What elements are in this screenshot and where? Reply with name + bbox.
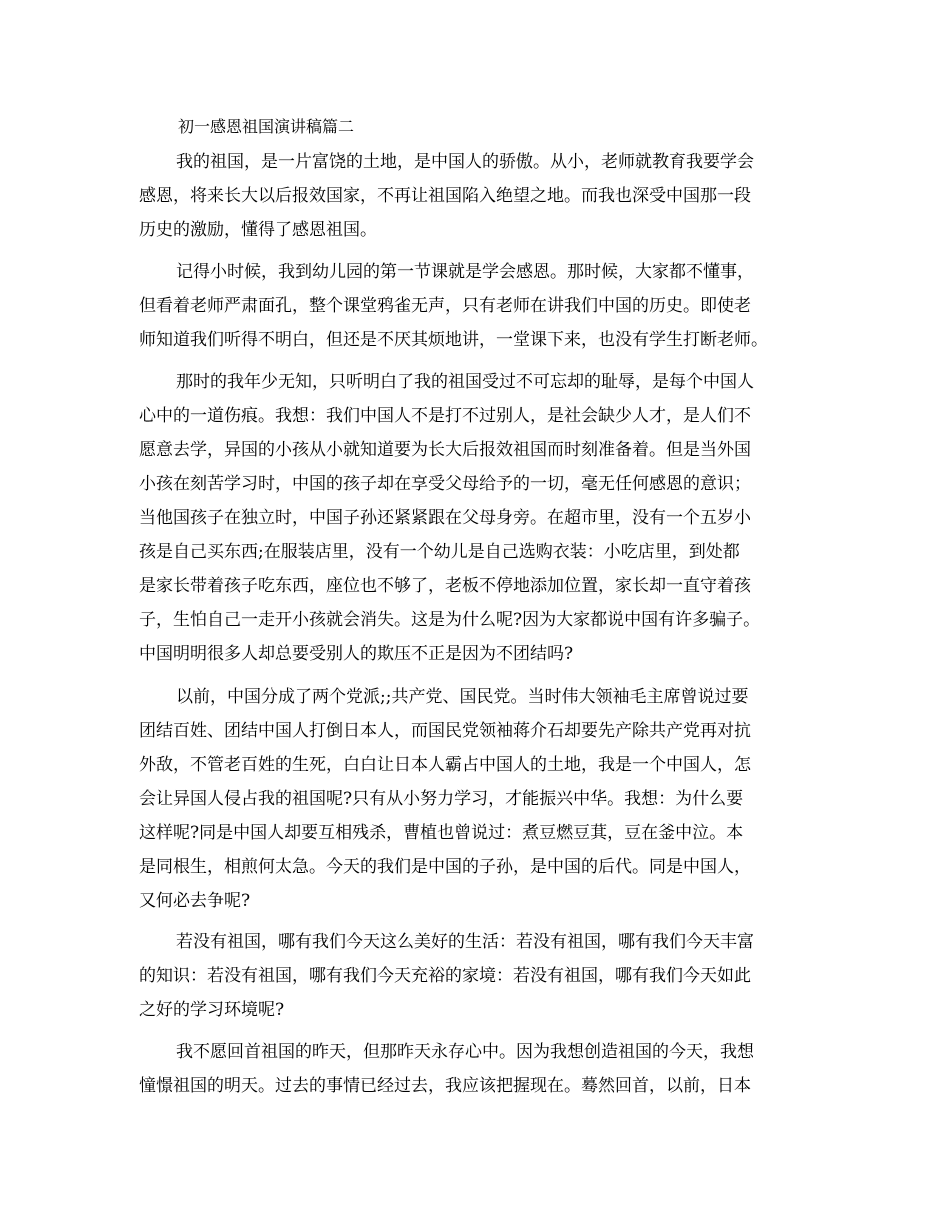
paragraph-line: 当他国孩子在独立时，中国子孙还紧紧跟在父母身旁。在超市里，没有一个五岁小 bbox=[139, 508, 751, 528]
paragraph-line: 小孩在刻苦学习时，中国的孩子却在享受父母给予的一切，毫无任何感恩的意识； bbox=[139, 474, 751, 494]
paragraph-6 bbox=[139, 1035, 829, 1103]
paragraph-line: 心中的一道伤痕。我想：我们中国人不是打不过别人，是社会缺少人才，是人们不 bbox=[139, 406, 751, 426]
paragraph-line: 历史的激励，懂得了感恩祖国。 bbox=[139, 220, 377, 240]
paragraph-line: 会让异国人侵占我的祖国呢?只有从小努力学习，才能振兴中华。我想：为什么要 bbox=[139, 789, 744, 809]
paragraph-line: 憧憬祖国的明天。过去的事情已经过去，我应该把握现在。蓦然回首，以前，日本 bbox=[139, 1076, 751, 1096]
paragraph-2 bbox=[139, 255, 829, 357]
paragraph-3 bbox=[139, 365, 829, 671]
paragraph-line: 记得小时候，我到幼儿园的第一节课就是学会感恩。那时候，大家都不懂事， bbox=[176, 262, 754, 282]
paragraph-line: 感恩，将来长大以后报效国家，不再让祖国陷入绝望之地。而我也深受中国那一段 bbox=[139, 186, 751, 206]
paragraph-line: 但看着老师严肃面孔，整个课堂鸦雀无声，只有老师在讲我们中国的历史。即使老 bbox=[139, 296, 751, 316]
paragraph-line: 那时的我年少无知，只听明白了我的祖国受过不可忘却的耻辱，是每个中国人 bbox=[176, 372, 754, 392]
paragraph-line: 是家长带着孩子吃东西，座位也不够了，老板不停地添加位置，家长却一直守着孩 bbox=[139, 576, 751, 596]
paragraph-line: 团结百姓、团结中国人打倒日本人，而国民党领袖蒋介石却要先产除共产党再对抗 bbox=[139, 721, 751, 741]
paragraph-line: 我不愿回首祖国的昨天，但那昨天永存心中。因为我想创造祖国的今天，我想 bbox=[176, 1042, 754, 1062]
paragraph-line: 中国明明很多人却总要受别人的欺压不正是因为不团结吗? bbox=[139, 644, 574, 664]
paragraph-line: 我的祖国，是一片富饶的土地，是中国人的骄傲。从小，老师就教育我要学会 bbox=[176, 152, 754, 172]
paragraph-line: 以前，中国分成了两个党派;;共产党、国民党。当时伟大领袖毛主席曾说过要 bbox=[176, 687, 749, 707]
paragraph-line: 外敌，不管老百姓的生死，白白让日本人霸占中国人的土地，我是一个中国人，怎 bbox=[139, 755, 751, 775]
paragraph-line: 之好的学习环境呢? bbox=[139, 1000, 285, 1020]
paragraph-5 bbox=[139, 925, 829, 1027]
paragraph-line: 若没有祖国，哪有我们今天这么美好的生活：若没有祖国，哪有我们今天丰富 bbox=[176, 932, 754, 952]
paragraph-line: 孩是自己买东西;在服装店里，没有一个幼儿是自己选购衣装：小吃店里，到处都 bbox=[139, 542, 740, 562]
paragraph-line: 这样呢?同是中国人却要互相残杀，曹植也曾说过：煮豆燃豆萁，豆在釜中泣。本 bbox=[139, 823, 744, 843]
paragraph-4 bbox=[139, 680, 829, 918]
paragraph-line: 是同根生，相煎何太急。今天的我们是中国的子孙，是中国的后代。同是中国人， bbox=[139, 857, 751, 877]
paragraph-line: 愿意去学，异国的小孩从小就知道要为长大后报效祖国而时刻准备着。但是当外国 bbox=[139, 440, 751, 460]
document-title: 初一感恩祖国演讲稿篇二 bbox=[178, 117, 355, 136]
paragraph-line: 又何必去争呢? bbox=[139, 891, 251, 911]
paragraph-1 bbox=[139, 145, 829, 247]
paragraph-line: 的知识：若没有祖国，哪有我们今天充裕的家境：若没有祖国，哪有我们今天如此 bbox=[139, 966, 751, 986]
paragraph-line: 子，生怕自己一走开小孩就会消失。这是为什么呢?因为大家都说中国有许多骗子。 bbox=[139, 610, 761, 630]
paragraph-line: 师知道我们听得不明白，但还是不厌其烦地讲，一堂课下来，也没有学生打断老师。 bbox=[139, 330, 768, 350]
